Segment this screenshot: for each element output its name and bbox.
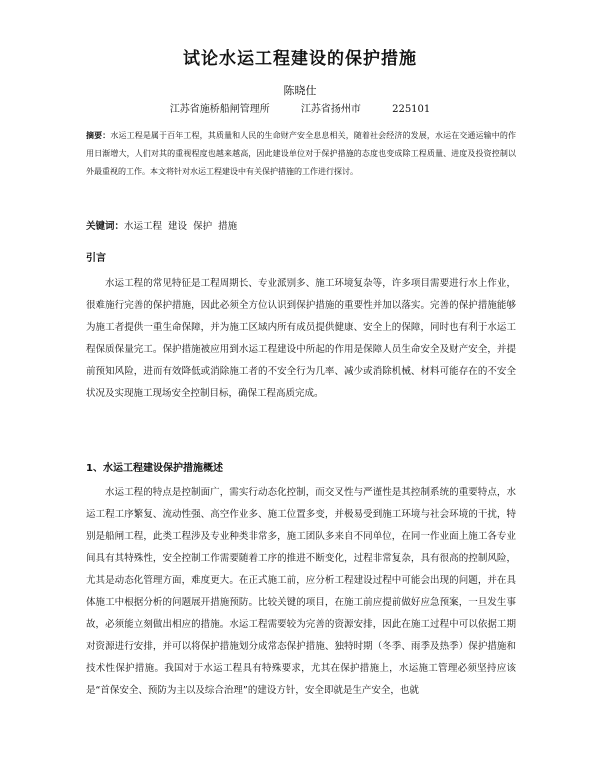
keywords [86, 218, 516, 232]
section-heading-intro: 引言 [86, 253, 106, 264]
affiliation-postcode: 225101 [392, 104, 431, 115]
affiliation-org: 江苏省施桥船闸管理所 [169, 104, 270, 115]
abstract-label: 摘要： [86, 131, 111, 140]
affiliation-location: 江苏省扬州市 [300, 104, 361, 115]
section-1-paragraph: 水运工程的特点是控制面广，需实行动态化控制，而交叉性与严谨性是其控制系统的重要特点，水运工程工序繁复、流动性强、高空作业多、施工位置多变，并极易受到施工环境与社会环境的干扰，特别是船闸工程，此类工程涉及专业种类非常多，施工团队多来自不同单位，在同一作业面上施工各专业间具有其特殊性，安全控制工作需要随着工序的推进不断变化，过程非常复杂，具有很高的控制风险，尤其是动态化管理方面，难度更大。在正式施工前，应分析工程建设过程中可能会出现的问题，并在具体施工中根据分析的问题展开措施预防。比较关键的项目，在施工前应提前做好应急预案，一旦发生事故，必须能立刻做出相应的措施。水运工程需要较为完善的资源安排，因此在施工过程中可以依据工期对资源进行安排，并可以将保护措施划分成常态保护措施、独特时期（冬季、雨季及热季）保护措施和技术性保护措施。我国对于水运工程具有特殊要求，尤其在保护措施上，水运施工管理必须坚持应该是“首保安全、预防为主以及综合治理”的建设方针，安全即就是生产安全，也就 [86, 487, 516, 696]
keywords-text: 水运工程 建设 保护 措施 [124, 221, 238, 232]
keywords-label: 关键词： [86, 221, 125, 232]
affiliation-line [0, 100, 600, 115]
abstract-text: 水运工程是属于百年工程，其质量和人民的生命财产安全息息相关，随着社会经济的发展，水运在交通运输中的作用日渐增大，人们对其的重视程度也越来越高，因此建设单位对于保护措施的态度也变成除工程质量、进度及投资控制以外最重视的工作。本文将针对水运工程建设中有关保护措施的工作进行探讨。 [86, 131, 517, 176]
author-name: 陈晓仕 [283, 84, 317, 97]
abstract [86, 127, 516, 181]
paper-title: 试论水运工程建设的保护措施 [183, 49, 417, 69]
section-heading-1: 1、水运工程建设保护措施概述 [86, 463, 223, 474]
intro-paragraph: 水运工程的常见特征是工程周期长、专业派别多、施工环境复杂等，许多项目需要进行水上作业，很难施行完善的保护措施，因此必须全方位认识到保护措施的重要性并加以落实。完善的保护措施能够为施工者提供一重生命保障，并为施工区域内所有成员提供健康、安全上的保障，同时也有利于水运工程保质保量完工。保护措施被应用到水运工程建设中所起的作用是保障人员生命安全及财产安全，并提前预知风险，进而有效降低或消除施工者的不安全行为几率、减少或消除机械、材料可能存在的不安全状况及实现施工现场安全控制目标，确保工程高质完成。 [86, 278, 516, 399]
